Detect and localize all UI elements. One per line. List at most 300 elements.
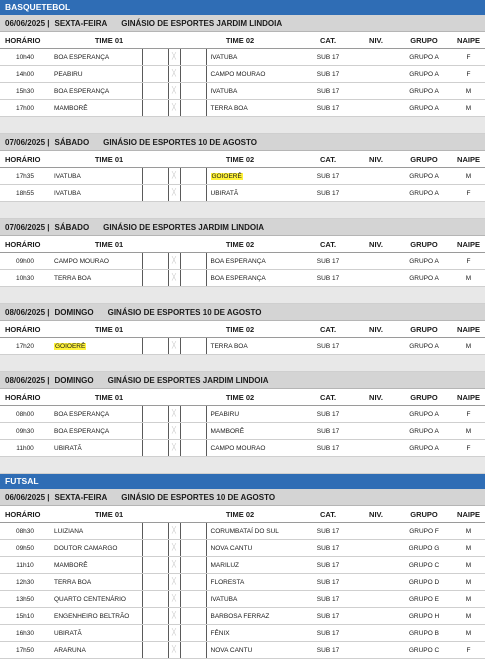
header-grupo: GRUPO	[396, 389, 452, 406]
team1-name: QUARTO CENTENÁRIO	[54, 595, 126, 603]
game-group: GRUPO A	[396, 253, 452, 270]
date-header	[0, 304, 485, 321]
team2-cell	[206, 83, 300, 100]
game-level	[356, 642, 396, 659]
game-level	[356, 49, 396, 66]
team1-score-box[interactable]	[142, 523, 168, 540]
team1-cell	[50, 168, 142, 185]
game-group: GRUPO E	[396, 591, 452, 608]
versus-x-icon: ╳	[168, 591, 180, 608]
team1-cell	[50, 574, 142, 591]
game-time: 17h35	[0, 168, 50, 185]
team2-name: IVATUBA	[210, 595, 238, 603]
header-cat: CAT.	[300, 151, 356, 168]
game-level	[356, 270, 396, 287]
game-naipe: M	[452, 83, 485, 100]
game-row	[0, 642, 485, 659]
game-row	[0, 406, 485, 423]
team2-cell	[206, 625, 300, 642]
block-spacer	[0, 287, 485, 304]
team2-cell	[206, 270, 300, 287]
header-cat: CAT.	[300, 32, 356, 49]
versus-x-icon: ╳	[168, 574, 180, 591]
game-level	[356, 100, 396, 117]
team2-score-box[interactable]	[180, 270, 206, 287]
team2-name: MAMBORÊ	[210, 427, 245, 435]
date-header	[0, 134, 485, 151]
game-group: GRUPO C	[396, 642, 452, 659]
team1-score-box[interactable]	[142, 168, 168, 185]
block-spacer	[0, 355, 485, 372]
header-horario: HORÁRIO	[0, 506, 50, 523]
team1-name: PEABIRU	[54, 70, 83, 78]
team2-cell	[206, 557, 300, 574]
team1-cell	[50, 591, 142, 608]
game-level	[356, 406, 396, 423]
game-group: GRUPO A	[396, 185, 452, 202]
team2-name: FÊNIX	[210, 629, 230, 637]
game-level	[356, 557, 396, 574]
game-row	[0, 185, 485, 202]
header-grupo: GRUPO	[396, 151, 452, 168]
game-naipe: F	[452, 440, 485, 457]
header-grupo: GRUPO	[396, 321, 452, 338]
game-category: SUB 17	[300, 338, 356, 355]
header-time02: TIME 02	[180, 236, 300, 253]
team1-score-box[interactable]	[142, 83, 168, 100]
header-x-gap	[168, 321, 180, 338]
sport-title: FUTSAL	[0, 474, 485, 489]
team1-score-box[interactable]	[142, 540, 168, 557]
versus-x-icon: ╳	[168, 440, 180, 457]
team1-name: BOA ESPERANÇA	[54, 87, 110, 95]
team2-name: CAMPO MOURAO	[210, 70, 266, 78]
versus-x-icon: ╳	[168, 423, 180, 440]
game-level	[356, 540, 396, 557]
team1-name: ARARUNA	[54, 646, 86, 654]
game-row	[0, 625, 485, 642]
team1-name: BOA ESPERANÇA	[54, 53, 110, 61]
date-header	[0, 15, 485, 32]
header-time02: TIME 02	[180, 321, 300, 338]
block-spacer	[0, 117, 485, 134]
game-time: 08h30	[0, 523, 50, 540]
venue-label: GINÁSIO DE ESPORTES JARDIM LINDOIA	[121, 18, 283, 28]
game-naipe: M	[452, 591, 485, 608]
game-group: GRUPO A	[396, 338, 452, 355]
header-time01: TIME 01	[50, 32, 168, 49]
team2-score-box[interactable]	[180, 625, 206, 642]
team1-cell	[50, 540, 142, 557]
team2-cell	[206, 608, 300, 625]
team1-name: UBIRATÃ	[54, 629, 82, 637]
header-horario: HORÁRIO	[0, 32, 50, 49]
game-row	[0, 523, 485, 540]
team2-name: PEABIRU	[210, 410, 240, 418]
date-header	[0, 372, 485, 389]
date-label: 06/06/2025 |	[5, 492, 50, 502]
column-header-row	[0, 32, 485, 49]
team1-cell	[50, 557, 142, 574]
versus-x-icon: ╳	[168, 523, 180, 540]
game-category: SUB 17	[300, 49, 356, 66]
game-level	[356, 66, 396, 83]
team2-name: UBIRATÃ	[210, 189, 239, 197]
game-time: 09h00	[0, 253, 50, 270]
game-category: SUB 17	[300, 557, 356, 574]
versus-x-icon: ╳	[168, 253, 180, 270]
team2-name: IVATUBA	[210, 87, 238, 95]
header-time02: TIME 02	[180, 506, 300, 523]
game-time: 15h10	[0, 608, 50, 625]
header-horario: HORÁRIO	[0, 236, 50, 253]
game-time: 16h30	[0, 625, 50, 642]
game-category: SUB 17	[300, 185, 356, 202]
team1-name: GOIOERÊ	[55, 342, 86, 350]
venue-label: GINÁSIO DE ESPORTES 10 DE AGOSTO	[121, 492, 276, 502]
game-naipe: F	[452, 66, 485, 83]
date-label: 07/06/2025 |	[5, 222, 50, 232]
game-level	[356, 185, 396, 202]
team1-score-box[interactable]	[142, 270, 168, 287]
game-level	[356, 625, 396, 642]
team2-score-box[interactable]	[180, 100, 206, 117]
header-niv: NIV.	[356, 236, 396, 253]
game-time: 08h00	[0, 406, 50, 423]
venue-label: GINÁSIO DE ESPORTES JARDIM LINDOIA	[107, 375, 269, 385]
team1-score-box[interactable]	[142, 440, 168, 457]
game-group: GRUPO A	[396, 49, 452, 66]
game-category: SUB 17	[300, 66, 356, 83]
header-niv: NIV.	[356, 32, 396, 49]
team2-name: BOA ESPERANÇA	[210, 257, 266, 265]
game-row	[0, 168, 485, 185]
game-group: GRUPO G	[396, 540, 452, 557]
team2-name: BARBOSA FERRAZ	[210, 612, 270, 620]
versus-x-icon: ╳	[168, 557, 180, 574]
header-cat: CAT.	[300, 389, 356, 406]
header-naipe: NAIPE	[452, 321, 485, 338]
venue-label: GINÁSIO DE ESPORTES 10 DE AGOSTO	[107, 307, 262, 317]
header-naipe: NAIPE	[452, 236, 485, 253]
team2-score-box[interactable]	[180, 49, 206, 66]
team1-score-box[interactable]	[142, 66, 168, 83]
team2-score-box[interactable]	[180, 66, 206, 83]
versus-x-icon: ╳	[168, 185, 180, 202]
header-time02: TIME 02	[180, 389, 300, 406]
header-horario: HORÁRIO	[0, 389, 50, 406]
team2-name: NOVA CANTU	[210, 544, 253, 552]
game-category: SUB 17	[300, 574, 356, 591]
game-row	[0, 440, 485, 457]
game-time: 09h50	[0, 540, 50, 557]
team1-score-box[interactable]	[142, 338, 168, 355]
team2-cell	[206, 440, 300, 457]
game-level	[356, 440, 396, 457]
team1-cell	[50, 100, 142, 117]
game-level	[356, 574, 396, 591]
team1-cell	[50, 253, 142, 270]
team2-score-box[interactable]	[180, 406, 206, 423]
team1-cell	[50, 406, 142, 423]
game-naipe: M	[452, 338, 485, 355]
date-label: 08/06/2025 |	[5, 375, 50, 385]
game-level	[356, 338, 396, 355]
game-time: 13h50	[0, 591, 50, 608]
section-spacer	[0, 457, 485, 474]
team2-name: CAMPO MOURAO	[210, 444, 266, 452]
game-naipe: M	[452, 270, 485, 287]
team1-score-box[interactable]	[142, 625, 168, 642]
team1-score-box[interactable]	[142, 642, 168, 659]
header-time01: TIME 01	[50, 506, 168, 523]
team2-name: FLORESTA	[210, 578, 245, 586]
team2-score-box[interactable]	[180, 523, 206, 540]
team1-cell	[50, 625, 142, 642]
game-category: SUB 17	[300, 591, 356, 608]
game-row	[0, 574, 485, 591]
game-naipe: F	[452, 253, 485, 270]
weekday-label: SEXTA-FEIRA	[54, 18, 108, 28]
team2-score-box[interactable]	[180, 168, 206, 185]
team2-cell	[206, 338, 300, 355]
team2-name: BOA ESPERANÇA	[210, 274, 266, 282]
team2-cell	[206, 574, 300, 591]
game-time: 12h30	[0, 574, 50, 591]
team1-name: DOUTOR CAMARGO	[54, 544, 118, 552]
versus-x-icon: ╳	[168, 83, 180, 100]
team2-cell	[206, 49, 300, 66]
header-time01: TIME 01	[50, 236, 168, 253]
header-niv: NIV.	[356, 389, 396, 406]
versus-x-icon: ╳	[168, 338, 180, 355]
team2-score-box[interactable]	[180, 642, 206, 659]
game-group: GRUPO A	[396, 66, 452, 83]
team2-score-box[interactable]	[180, 574, 206, 591]
game-group: GRUPO D	[396, 574, 452, 591]
game-category: SUB 17	[300, 625, 356, 642]
team1-score-box[interactable]	[142, 591, 168, 608]
versus-x-icon: ╳	[168, 406, 180, 423]
game-row	[0, 253, 485, 270]
header-cat: CAT.	[300, 321, 356, 338]
game-naipe: M	[452, 168, 485, 185]
team2-score-box[interactable]	[180, 557, 206, 574]
team2-score-box[interactable]	[180, 338, 206, 355]
game-level	[356, 83, 396, 100]
team2-score-box[interactable]	[180, 608, 206, 625]
game-naipe: F	[452, 406, 485, 423]
team1-score-box[interactable]	[142, 185, 168, 202]
game-category: SUB 17	[300, 253, 356, 270]
game-group: GRUPO F	[396, 523, 452, 540]
game-naipe: F	[452, 642, 485, 659]
team2-cell	[206, 253, 300, 270]
date-label: 06/06/2025 |	[5, 18, 50, 28]
team1-score-box[interactable]	[142, 608, 168, 625]
game-naipe: M	[452, 608, 485, 625]
team1-score-box[interactable]	[142, 574, 168, 591]
game-level	[356, 523, 396, 540]
team2-score-box[interactable]	[180, 540, 206, 557]
team1-score-box[interactable]	[142, 557, 168, 574]
versus-x-icon: ╳	[168, 625, 180, 642]
team2-cell	[206, 66, 300, 83]
versus-x-icon: ╳	[168, 168, 180, 185]
team2-cell	[206, 406, 300, 423]
game-time: 11h10	[0, 557, 50, 574]
team1-name: TERRA BOA	[54, 578, 92, 586]
team2-cell	[206, 185, 300, 202]
team1-score-box[interactable]	[142, 49, 168, 66]
game-naipe: M	[452, 625, 485, 642]
game-level	[356, 423, 396, 440]
versus-x-icon: ╳	[168, 540, 180, 557]
game-group: GRUPO A	[396, 168, 452, 185]
column-header-row	[0, 321, 485, 338]
header-time01: TIME 01	[50, 389, 168, 406]
team1-name: LUIZIANA	[54, 527, 84, 535]
team2-score-box[interactable]	[180, 440, 206, 457]
game-category: SUB 17	[300, 523, 356, 540]
game-category: SUB 17	[300, 440, 356, 457]
weekday-label: SÁBADO	[54, 222, 90, 232]
header-niv: NIV.	[356, 151, 396, 168]
date-header	[0, 489, 485, 506]
team2-score-box[interactable]	[180, 591, 206, 608]
team2-name: TERRA BOA	[210, 104, 248, 112]
game-row	[0, 557, 485, 574]
team2-name: TERRA BOA	[210, 342, 248, 350]
game-row	[0, 83, 485, 100]
team2-score-box[interactable]	[180, 83, 206, 100]
team1-cell	[50, 440, 142, 457]
game-group: GRUPO A	[396, 83, 452, 100]
versus-x-icon: ╳	[168, 66, 180, 83]
game-category: SUB 17	[300, 270, 356, 287]
game-group: GRUPO A	[396, 423, 452, 440]
header-cat: CAT.	[300, 236, 356, 253]
header-naipe: NAIPE	[452, 506, 485, 523]
game-row	[0, 100, 485, 117]
venue-label: GINÁSIO DE ESPORTES JARDIM LINDOIA	[103, 222, 265, 232]
header-x-gap	[168, 32, 180, 49]
header-time02: TIME 02	[180, 151, 300, 168]
team2-score-box[interactable]	[180, 253, 206, 270]
game-time: 17h00	[0, 100, 50, 117]
team1-name: ENGENHEIRO BELTRÃO	[54, 612, 130, 620]
game-naipe: M	[452, 100, 485, 117]
game-category: SUB 17	[300, 642, 356, 659]
team1-score-box[interactable]	[142, 253, 168, 270]
game-time: 09h30	[0, 423, 50, 440]
game-row	[0, 423, 485, 440]
game-level	[356, 608, 396, 625]
team1-cell	[50, 642, 142, 659]
header-x-gap	[168, 506, 180, 523]
team2-cell	[206, 168, 300, 185]
team1-score-box[interactable]	[142, 100, 168, 117]
game-naipe: F	[452, 49, 485, 66]
game-category: SUB 17	[300, 168, 356, 185]
team1-name: IVATUBA	[54, 172, 81, 180]
date-label: 08/06/2025 |	[5, 307, 50, 317]
team2-cell	[206, 591, 300, 608]
weekday-label: SÁBADO	[54, 137, 90, 147]
game-row	[0, 591, 485, 608]
team2-cell	[206, 540, 300, 557]
game-time: 18h55	[0, 185, 50, 202]
game-category: SUB 17	[300, 100, 356, 117]
team1-cell	[50, 608, 142, 625]
header-naipe: NAIPE	[452, 389, 485, 406]
game-level	[356, 253, 396, 270]
column-header-row	[0, 151, 485, 168]
game-time: 17h20	[0, 338, 50, 355]
column-header-row	[0, 389, 485, 406]
sport-title: BASQUETEBOL	[0, 0, 485, 15]
header-horario: HORÁRIO	[0, 321, 50, 338]
team1-name: CAMPO MOURAO	[54, 257, 109, 265]
team2-name: NOVA CANTU	[210, 646, 253, 654]
versus-x-icon: ╳	[168, 642, 180, 659]
team2-name: MARILUZ	[210, 561, 240, 569]
game-group: GRUPO C	[396, 557, 452, 574]
header-x-gap	[168, 151, 180, 168]
game-group: GRUPO A	[396, 270, 452, 287]
weekday-label: SEXTA-FEIRA	[54, 492, 108, 502]
game-time: 10h40	[0, 49, 50, 66]
block-spacer	[0, 202, 485, 219]
header-grupo: GRUPO	[396, 32, 452, 49]
team2-name: GOIOERÊ	[211, 172, 242, 180]
team1-cell	[50, 338, 142, 355]
header-grupo: GRUPO	[396, 236, 452, 253]
sport-header	[0, 0, 485, 15]
game-time: 14h00	[0, 66, 50, 83]
header-x-gap	[168, 389, 180, 406]
game-naipe: M	[452, 540, 485, 557]
header-x-gap	[168, 236, 180, 253]
team1-name: BOA ESPERANÇA	[54, 427, 110, 435]
team1-score-box[interactable]	[142, 423, 168, 440]
header-time01: TIME 01	[50, 321, 168, 338]
game-naipe: F	[452, 185, 485, 202]
game-category: SUB 17	[300, 406, 356, 423]
game-category: SUB 17	[300, 423, 356, 440]
header-naipe: NAIPE	[452, 32, 485, 49]
team1-score-box[interactable]	[142, 406, 168, 423]
team2-score-box[interactable]	[180, 185, 206, 202]
weekday-label: DOMINGO	[54, 307, 94, 317]
date-label: 07/06/2025 |	[5, 137, 50, 147]
venue-label: GINÁSIO DE ESPORTES 10 DE AGOSTO	[103, 137, 257, 147]
versus-x-icon: ╳	[168, 270, 180, 287]
game-time: 11h00	[0, 440, 50, 457]
team2-cell	[206, 100, 300, 117]
game-level	[356, 168, 396, 185]
team1-name: MAMBORÊ	[54, 104, 88, 112]
versus-x-icon: ╳	[168, 49, 180, 66]
game-naipe: M	[452, 557, 485, 574]
team2-score-box[interactable]	[180, 423, 206, 440]
date-header	[0, 219, 485, 236]
team1-name: TERRA BOA	[54, 274, 92, 282]
versus-x-icon: ╳	[168, 608, 180, 625]
column-header-row	[0, 506, 485, 523]
header-naipe: NAIPE	[452, 151, 485, 168]
game-row	[0, 608, 485, 625]
